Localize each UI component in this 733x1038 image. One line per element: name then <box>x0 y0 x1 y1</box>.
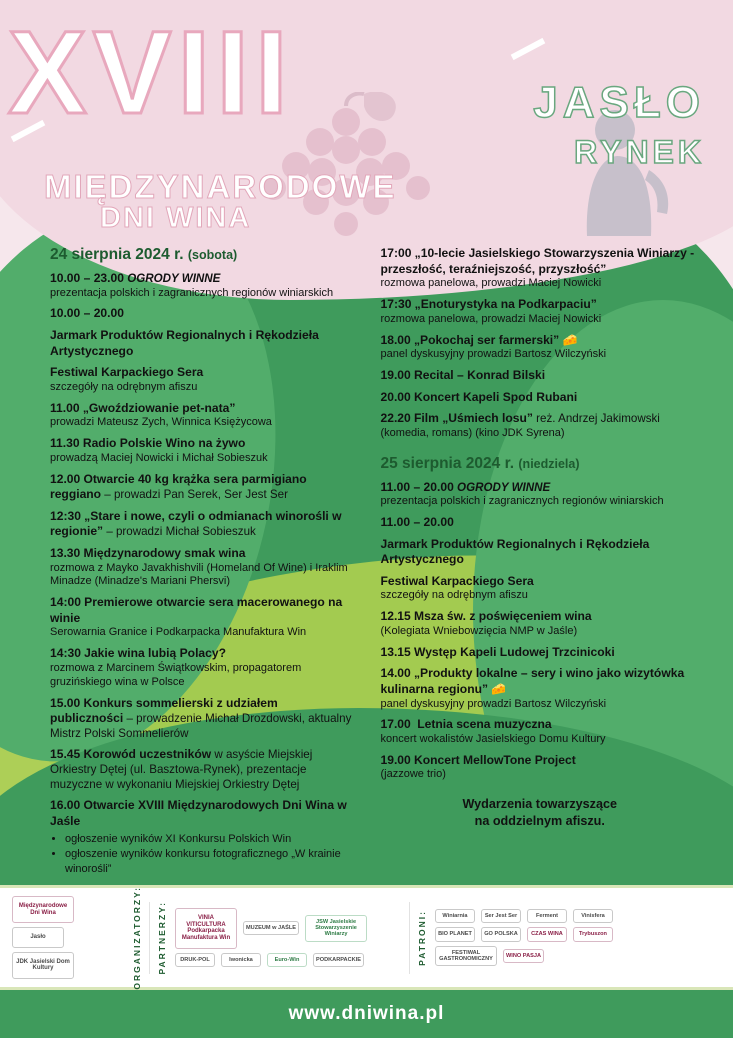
event-subtitle: prezentacja polskich i zagranicznych regionów winiarskich <box>380 495 664 508</box>
event-item <box>50 436 353 465</box>
logo-festiwal-gastronomiczny: FESTIWAL GASTRONOMICZNY <box>435 946 497 966</box>
logo-vinia: VINIA VITICULTURA Podkarpacka Manufaktura Win <box>175 908 237 948</box>
logo-podkarpackie: PODKARPACKIE <box>313 953 364 967</box>
sponsor-label-organizers: ORGANIZATORZY: <box>132 885 142 990</box>
cheese-icon: 🧀 <box>562 332 578 347</box>
list-item: • ogłoszenie wyników konkursu fotograficznego „W krainie winorośli” <box>65 847 353 875</box>
event-item <box>381 390 700 406</box>
logo-bioplanet: BIO PLANET <box>435 927 475 941</box>
event-item <box>381 246 700 291</box>
logo-jdk: JDK Jasielski Dom Kultury <box>12 952 74 979</box>
event-time: 13.30 <box>50 545 81 560</box>
event-item <box>50 509 353 540</box>
event-title: OGRODY WINNE <box>127 272 221 285</box>
program-column-right <box>367 246 733 882</box>
venue-name: RYNEK <box>574 134 705 170</box>
logo-eurowin: Euro-Win <box>267 953 307 967</box>
event-item <box>381 537 700 568</box>
event-subtitle: prowadzą Maciej Nowicki i Michał Sobieszuk <box>50 451 268 464</box>
event-time: 11.30 <box>50 436 80 451</box>
edition-number: XVIII <box>8 7 294 139</box>
event-title: Jakie wina lubią Polacy? <box>84 646 226 661</box>
day2-title <box>381 455 700 473</box>
event-item <box>381 753 700 782</box>
event-subtitle: rozmowa z Marcinem Świątkowskim, propagatorem gruzińskiego wina w Polsce <box>50 661 302 688</box>
list-item: • ogłoszenie wyników XI Konkursu Polskich Win <box>65 832 353 846</box>
event-time: 20.00 <box>380 389 411 404</box>
event-subtitle: rozmowa panelowa, prowadzi Maciej Nowicki <box>380 312 602 325</box>
closing-line-2: na oddzielnym afiszu. <box>474 814 605 829</box>
sponsor-strip <box>0 885 733 990</box>
logo-winiarnia: Winiarnia <box>435 909 475 923</box>
event-title: „Enoturystyka na Podkarpaciu” <box>414 297 597 312</box>
event-subtitle: szczegóły na odrębnym afiszu <box>380 589 528 602</box>
event-item <box>381 666 700 711</box>
event-title: „Gwoździowanie pet-nata” <box>82 400 236 415</box>
event-title: Międzynarodowy smak wina <box>83 545 246 560</box>
event-title: Letnia scena muzyczna <box>417 717 552 732</box>
website-url[interactable]: www.dniwina.pl <box>288 1003 445 1024</box>
event-item <box>50 306 353 322</box>
event-time: 11.00 – 20.00 <box>380 479 454 494</box>
event-time: 12.00 <box>50 471 81 486</box>
event-title: Jarmark Produktów Regionalnych i Rękodzieła Artystycznego <box>50 328 319 358</box>
event-title: „Pokochaj ser farmerski” <box>414 332 560 347</box>
closing-line-1: Wydarzenia towarzyszące <box>462 797 617 812</box>
divider <box>149 902 150 974</box>
event-subtitle: panel dyskusyjny prowadzi Bartosz Wilczyński <box>380 697 607 710</box>
logo-trybuszon: Trybuszon <box>573 927 613 941</box>
sponsor-group-organizers <box>8 885 146 990</box>
divider <box>409 902 410 974</box>
event-item <box>381 574 700 603</box>
event-subtitle: rozmowa panelowa, prowadzi Maciej Nowicki <box>380 277 602 290</box>
event-title: Występ Kapeli Ludowej Trzcinicoki <box>414 644 615 659</box>
event-item <box>50 271 353 300</box>
logo-winopasja: WINO PASJA <box>503 949 544 963</box>
day1-date: 24 sierpnia 2024 r. <box>50 246 184 263</box>
logo-mdw: Międzynarodowe Dni Wina <box>12 896 74 923</box>
event-title: Film „Uśmiech losu” <box>414 411 533 426</box>
logo-serjestser: Ser Jest Ser <box>481 909 521 923</box>
event-title: Premierowe otwarcie sera macerowanego na winie <box>50 595 343 625</box>
event-time: 10.00 – 23.00 <box>50 271 124 285</box>
event-item <box>50 747 353 792</box>
event-title-line2: DNI WINA <box>100 202 252 234</box>
event-time: 19.00 <box>380 752 411 767</box>
event-item <box>381 645 700 661</box>
event-item <box>50 798 353 875</box>
city-name: JASŁO <box>533 78 705 127</box>
event-subtitle: (jazzowe trio) <box>380 768 446 781</box>
event-subtitle: panel dyskusyjny prowadzi Bartosz Wilczyński <box>380 348 607 361</box>
logo-czaswina: CZAS WINA <box>527 927 567 941</box>
event-time: 17.00 <box>380 717 411 732</box>
event-bullet-list <box>50 832 353 875</box>
decor-line-right <box>511 38 546 60</box>
day2-weekday: (niedziela) <box>518 456 580 471</box>
event-subtitle: Serowarnia Granice i Podkarpacka Manufaktura Win <box>50 626 307 639</box>
event-title-line1: MIĘDZYNARODOWE <box>44 168 397 205</box>
event-time: 11.00 <box>50 400 80 415</box>
event-title: Otwarcie 40 kg krążka sera parmigiano reggiano <box>50 471 307 502</box>
event-subtitle: (Kolegiata Wniebowzięcia NMP w Jaśle) <box>380 624 578 637</box>
event-title: Festiwal Karpackiego Sera <box>380 573 534 588</box>
logo-gopolska: GO POLSKA <box>481 927 521 941</box>
event-detail: reż. Andrzej Jakimowski <box>532 412 660 426</box>
closing-note <box>381 796 700 830</box>
event-subtitle: rozmowa z Mayko Javakhishvili (Homeland Of Wine) i Iraklim Minadze (Minadze's Mariani Phersvi) <box>50 561 348 588</box>
event-time: 19.00 <box>380 367 411 382</box>
sponsor-group-patrons <box>413 888 646 987</box>
logo-drukpol: DRUK-POL <box>175 953 215 967</box>
event-time: 12:30 <box>50 508 81 523</box>
logo-jaslo: Jasło <box>12 927 64 948</box>
event-detail: – prowadzenie Michał Drozdowski, aktualny Mistrz Polski Sommelierów <box>50 712 352 740</box>
event-time: 17:30 <box>380 297 412 312</box>
cheese-icon: 🧀 <box>491 681 507 696</box>
event-time: 12.15 <box>380 609 411 624</box>
sponsor-label-partners: PARTNERZY: <box>157 900 167 975</box>
event-subtitle: (komedia, romans) (kino JDK Syrena) <box>380 426 565 439</box>
event-item <box>50 472 353 503</box>
event-title: „10-lecie Jasielskiego Stowarzyszenia Winiarzy - przeszłość, teraźniejszość, przyszłość” <box>380 246 695 276</box>
event-title: Koncert Kapeli Spod Rubani <box>414 389 578 404</box>
poster-header <box>0 0 733 232</box>
event-detail: – prowadzi Michał Sobieszuk <box>103 525 256 539</box>
event-item <box>50 696 353 742</box>
event-item <box>50 365 353 394</box>
event-time: 22.20 <box>380 411 411 426</box>
event-time: 14.00 <box>380 666 411 681</box>
event-item <box>50 328 353 359</box>
logo-iwonicka: Iwonicka <box>221 953 261 967</box>
event-title: Recital – Konrad Bilski <box>414 367 546 382</box>
event-subtitle: prowadzi Mateusz Zych, Winnica Księżycowa <box>50 416 272 429</box>
program-columns <box>0 246 733 882</box>
event-item <box>381 609 700 638</box>
event-detail: – prowadzi Pan Serek, Ser Jest Ser <box>101 488 288 502</box>
event-item <box>381 297 700 326</box>
event-detail: w asyście Miejskiej Orkiestry Dętej (ul. Basztowa-Rynek), prezentacje muzyczne w wykonaniu Miejskiej Orkiestry Dętej <box>50 748 313 791</box>
event-title: Radio Polskie Wino na żywo <box>82 436 246 451</box>
program-column-left <box>0 246 367 882</box>
event-title: Msza św. z poświęceniem wina <box>414 609 592 624</box>
event-time: 16.00 <box>50 798 81 813</box>
logo-vinisfera: Vinisfera <box>573 909 613 923</box>
event-title: Konkurs sommelierski z udziałem publiczności <box>50 695 278 726</box>
event-subtitle: szczegóły na odrębnym afiszu <box>50 380 198 393</box>
event-time: 13.15 <box>380 644 411 659</box>
event-title: „Stare i nowe, czyli o odmianach winorośli w regionie” <box>50 508 342 539</box>
event-item <box>50 401 353 430</box>
logo-muzeum: MUZEUM w JAŚLE <box>243 921 299 935</box>
event-item <box>50 595 353 640</box>
event-time: 10.00 – 20.00 <box>50 306 124 321</box>
event-title: Koncert MellowTone Project <box>414 752 576 767</box>
event-item <box>381 333 700 362</box>
event-title: Festiwal Karpackiego Sera <box>50 365 204 380</box>
sponsor-group-partners <box>153 888 406 987</box>
event-time: 11.00 – 20.00 <box>380 515 454 530</box>
event-title: Jarmark Produktów Regionalnych i Rękodzieła Artystycznego <box>380 536 650 567</box>
logo-jsw: JSW Jasielskie Stowarzyszenie Winiarzy <box>305 915 367 941</box>
logo-ferment: Ferment <box>527 909 567 923</box>
event-title: Otwarcie XVIII Międzynarodowych Dni Wina w Jaśle <box>50 798 347 828</box>
footer-bar <box>0 990 733 1038</box>
event-time: 15.00 <box>50 695 81 710</box>
day1-weekday: (sobota) <box>187 248 238 262</box>
event-time: 15.45 <box>50 747 81 762</box>
event-time: 14:30 <box>50 646 81 661</box>
event-item <box>381 411 700 440</box>
event-item <box>50 546 353 589</box>
event-subtitle: koncert wokalistów Jasielskiego Domu Kultury <box>380 732 606 745</box>
event-item <box>381 717 700 746</box>
event-item <box>381 515 700 531</box>
event-time: 14:00 <box>50 595 81 610</box>
day2-date: 25 sierpnia 2024 r. <box>380 454 515 472</box>
event-time: 17:00 <box>380 246 412 260</box>
event-subtitle: prezentacja polskich i zagranicznych regionów winiarskich <box>50 286 334 299</box>
sponsor-label-patrons: PATRONI: <box>417 909 427 966</box>
event-item <box>50 646 353 689</box>
event-title: „Produkty lokalne – sery i wino jako wizytówka kulinarna regionu” <box>380 666 685 696</box>
day1-title <box>50 246 353 264</box>
event-item <box>381 480 700 509</box>
event-item <box>381 368 700 384</box>
event-time: 18.00 <box>380 332 411 347</box>
event-title: OGRODY WINNE <box>457 480 551 494</box>
event-title: Korowód uczestników <box>83 747 212 762</box>
